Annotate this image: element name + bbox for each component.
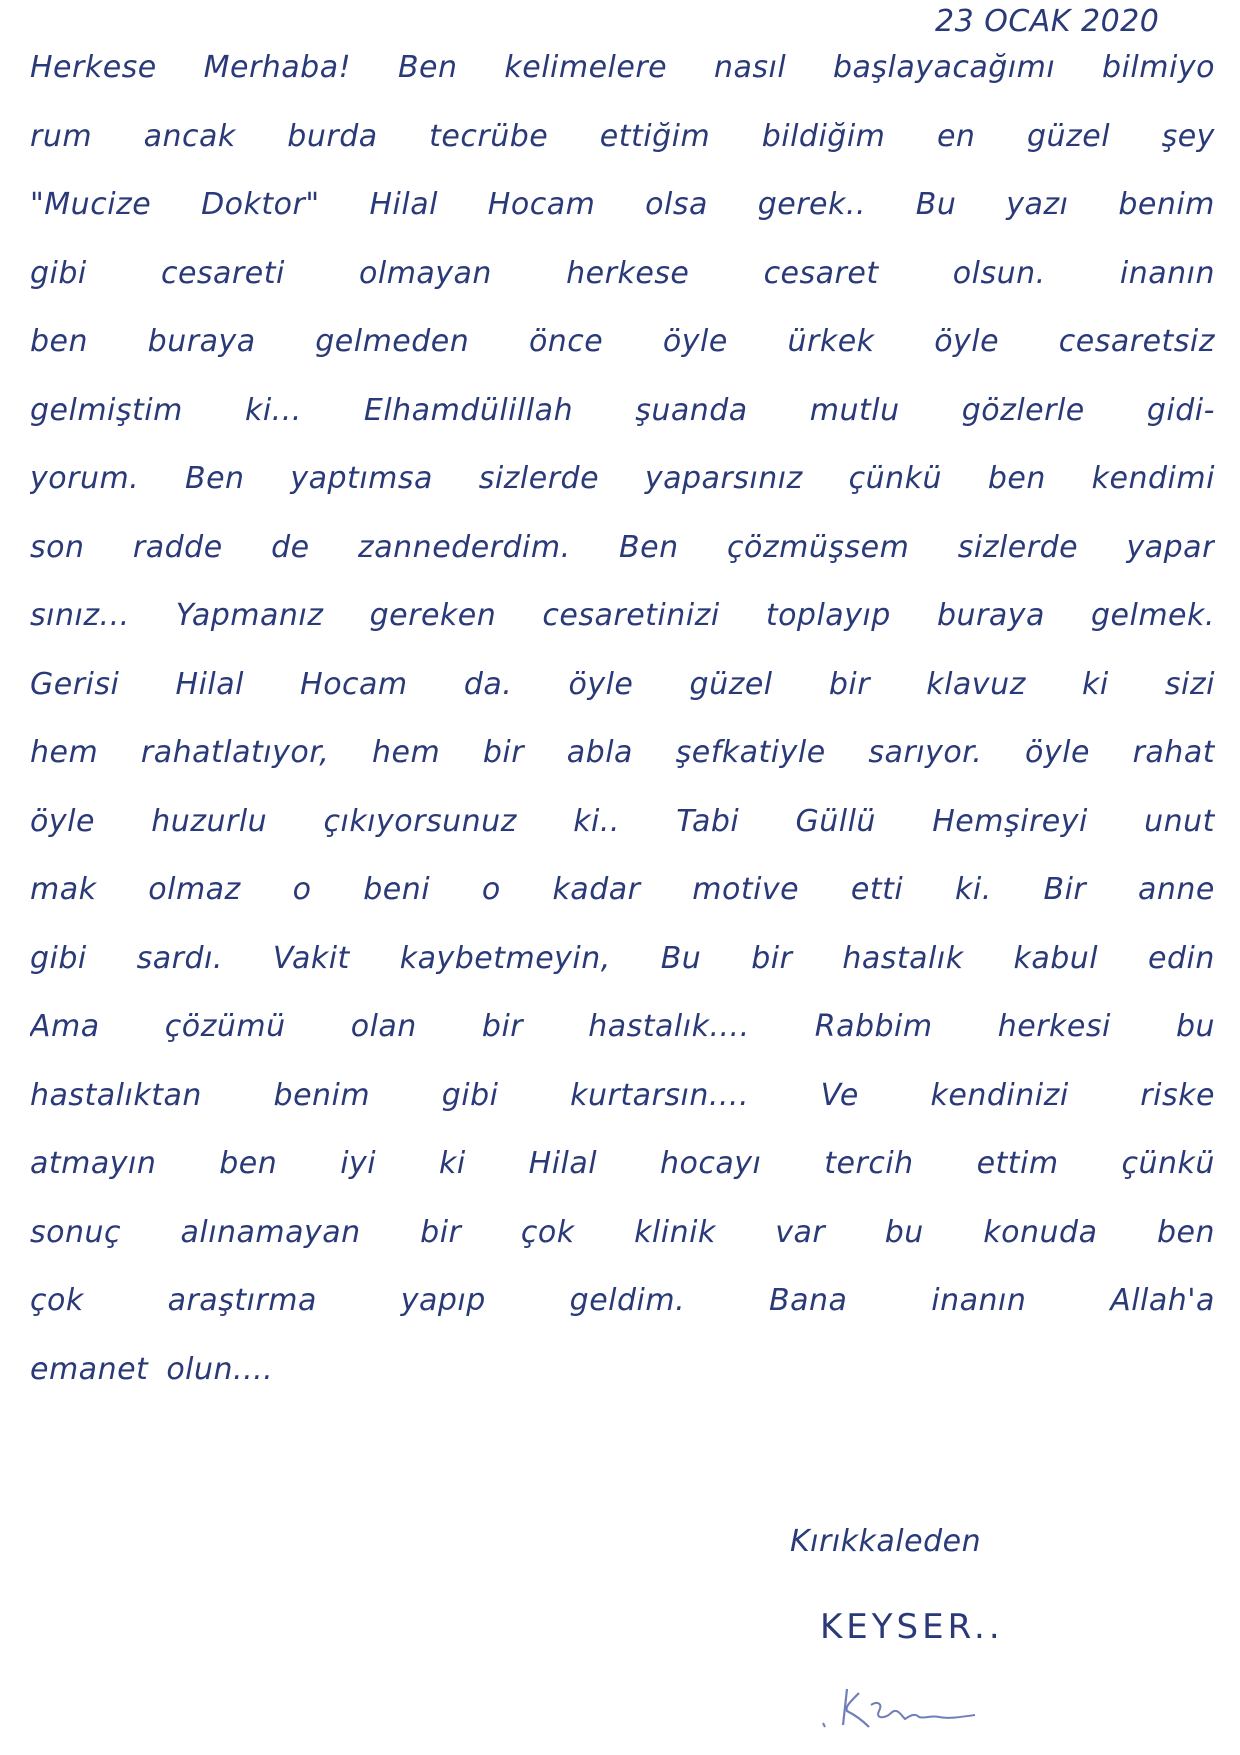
- letter-line: rum ancak burda tecrübe ettiğim bildiğim en güzel şey: [30, 118, 1215, 154]
- letter-line: Ama çözümü olan bir hastalık.... Rabbim herkesi bu: [30, 1009, 1215, 1044]
- letter-line: gibi sardı. Vakit kaybetmeyin, Bu bir hastalık kabul edin: [30, 940, 1215, 976]
- letter-line: yorum. Ben yaptımsa sizlerde yaparsınız çünkü ben kendimi: [30, 461, 1215, 496]
- letter-line: hastalıktan benim gibi kurtarsın.... Ve kendinizi riske: [30, 1077, 1215, 1113]
- handwritten-signature: [815, 1675, 995, 1735]
- letter-line: ben buraya gelmeden önce öyle ürkek öyle cesaretsiz: [30, 324, 1215, 359]
- letter-date: 23 OCAK 2020: [935, 4, 1160, 39]
- signature-scribble-icon: [815, 1675, 995, 1735]
- letter-line: "Mucize Doktor" Hilal Hocam olsa gerek.. Bu yazı benim: [30, 187, 1215, 222]
- letter-line: Herkese Merhaba! Ben kelimelere nasıl başlayacağımı bilmiyo: [30, 50, 1215, 85]
- letter-line: sonuç alınamayan bir çok klinik var bu konuda ben: [30, 1214, 1215, 1250]
- letter-line: öyle huzurlu çıkıyorsunuz ki.. Tabi Güllü Hemşireyi unut: [30, 803, 1215, 839]
- signature-name: KEYSER..: [820, 1607, 1004, 1647]
- letter-line: gibi cesareti olmayan herkese cesaret olsun. inanın: [30, 255, 1215, 291]
- letter-line: sınız... Yapmanız gereken cesaretinizi toplayıp buraya gelmek.: [30, 598, 1215, 633]
- letter-line: hem rahatlatıyor, hem bir abla şefkatiyle sarıyor. öyle rahat: [30, 735, 1215, 770]
- letter-line: çok araştırma yapıp geldim. Bana inanın Allah'a: [30, 1283, 1215, 1318]
- letter-line: Gerisi Hilal Hocam da. öyle güzel bir klavuz ki sizi: [30, 666, 1215, 702]
- signature-city: Kırıkkaleden: [790, 1524, 982, 1559]
- letter-line: emanet olun....: [30, 1351, 274, 1387]
- letter-line: gelmiştim ki... Elhamdülillah şuanda mutlu gözlerle gidi-: [30, 392, 1215, 428]
- letter-line: son radde de zannederdim. Ben çözmüşsem sizlerde yapar: [30, 529, 1215, 565]
- letter-line: mak olmaz o beni o kadar motive etti ki. Bir anne: [30, 872, 1215, 907]
- letter-line: atmayın ben iyi ki Hilal hocayı tercih ettim çünkü: [30, 1146, 1215, 1181]
